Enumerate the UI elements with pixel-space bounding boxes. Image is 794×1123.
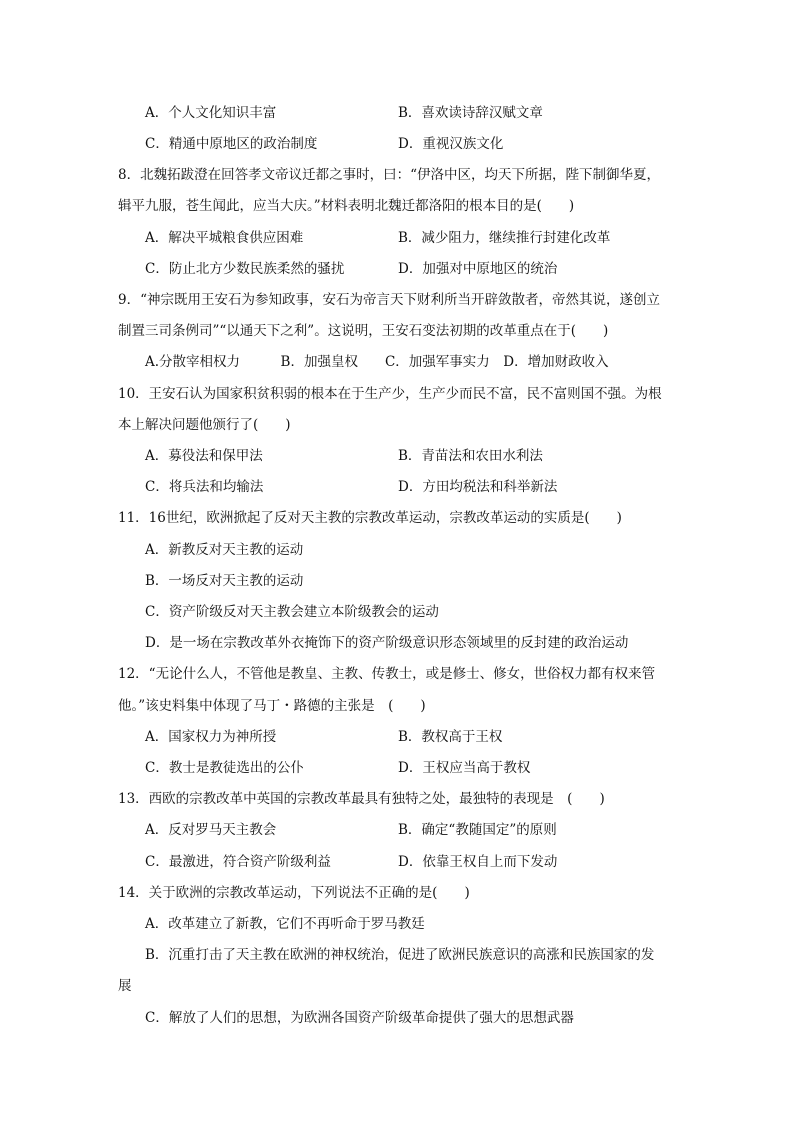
- q8-stem-line2: 辑平九服，苍生闻此，应当大庆。”材料表明北魏迁都洛阳的根本目的是( ): [118, 198, 575, 214]
- q8-option-d: D．加强对中原地区的统治: [398, 261, 558, 277]
- q10-option-d: D．方田均税法和科举新法: [398, 479, 558, 495]
- q10-stem-line2: 本上解决问题他颁行了( ): [118, 417, 291, 433]
- q9-options: A.分散宰相权力 B．加强皇权 C．加强军事实力 D．增加财政收入: [145, 354, 609, 370]
- q8-option-c: C．防止北方少数民族柔然的骚扰: [145, 261, 345, 277]
- q11-option-a: A．新教反对天主教的运动: [145, 542, 304, 558]
- q7-option-b: B．喜欢读诗辞汉赋文章: [398, 105, 543, 121]
- q9-stem-line1: 9．“神宗既用王安石为参知政事，安石为帝言天下财利所当开辟敛散者，帝然其说，遂创立: [118, 292, 660, 308]
- q14-option-b-line1: B．沉重打击了天主教在欧洲的神权统治，促进了欧洲民族意识的高涨和民族国家的发: [145, 947, 655, 963]
- q8-option-b: B．减少阻力，继续推行封建化改革: [398, 230, 611, 246]
- q13-option-a: A．反对罗马天主教会: [145, 822, 277, 838]
- q7-option-d: D．重视汉族文化: [398, 136, 504, 152]
- q10-stem-line1: 10．王安石认为国家积贫积弱的根本在于生产少，生产少而民不富，民不富则国不强。为根: [118, 386, 662, 402]
- q14-option-b-line2: 展: [118, 978, 132, 994]
- q13-stem: 13．西欧的宗教改革中英国的宗教改革最具有独特之处，最独特的表现是 ( ): [118, 791, 605, 807]
- q12-option-b: B．教权高于王权: [398, 729, 503, 745]
- q13-option-b: B．确定“教随国定”的原则: [398, 822, 557, 838]
- q8-stem-line1: 8．北魏拓跋澄在回答孝文帝议迁都之事时，曰：“伊洛中区，均天下所据，陛下制御华夏，: [118, 167, 660, 183]
- q13-option-d: D．依靠王权自上而下发动: [398, 854, 558, 870]
- q12-option-c: C．教士是教徒选出的公仆: [145, 760, 304, 776]
- q14-option-a: A．改革建立了新教，它们不再听命于罗马教廷: [145, 916, 425, 932]
- q14-stem: 14．关于欧洲的宗教改革运动，下列说法不正确的是( ): [118, 885, 470, 901]
- q7-option-a: A．个人文化知识丰富: [145, 105, 277, 121]
- q10-option-a: A．募役法和保甲法: [145, 448, 263, 464]
- q13-option-c: C．最激进，符合资产阶级利益: [145, 854, 331, 870]
- q12-stem-line1: 12．“无论什么人，不管他是教皇、主教、传教士，或是修士、修女，世俗权力都有权来管: [118, 666, 656, 682]
- q10-option-b: B．青苗法和农田水利法: [398, 448, 543, 464]
- q11-option-c: C．资产阶级反对天主教会建立本阶级教会的运动: [145, 604, 439, 620]
- q11-option-d: D．是一场在宗教改革外衣掩饰下的资产阶级意识形态领域里的反封建的政治运动: [145, 635, 629, 651]
- q11-option-b: B．一场反对天主教的运动: [145, 573, 304, 589]
- q10-option-c: C．将兵法和均输法: [145, 479, 264, 495]
- q12-option-d: D．王权应当高于教权: [398, 760, 531, 776]
- q8-option-a: A．解决平城粮食供应困难: [145, 230, 304, 246]
- q14-option-c: C．解放了人们的思想，为欧洲各国资产阶级革命提供了强大的思想武器: [145, 1010, 574, 1026]
- q9-stem-line2: 制置三司条例司”“以通天下之利”。这说明，王安石变法初期的改革重点在于( ): [118, 323, 609, 339]
- q7-option-c: C．精通中原地区的政治制度: [145, 136, 318, 152]
- q12-option-a: A．国家权力为神所授: [145, 729, 277, 745]
- q12-stem-line2: 他。”该史料集中体现了马丁・路德的主张是 ( ): [118, 698, 426, 714]
- q11-stem: 11．16世纪，欧洲掀起了反对天主教的宗教改革运动，宗教改革运动的实质是( ): [118, 510, 622, 526]
